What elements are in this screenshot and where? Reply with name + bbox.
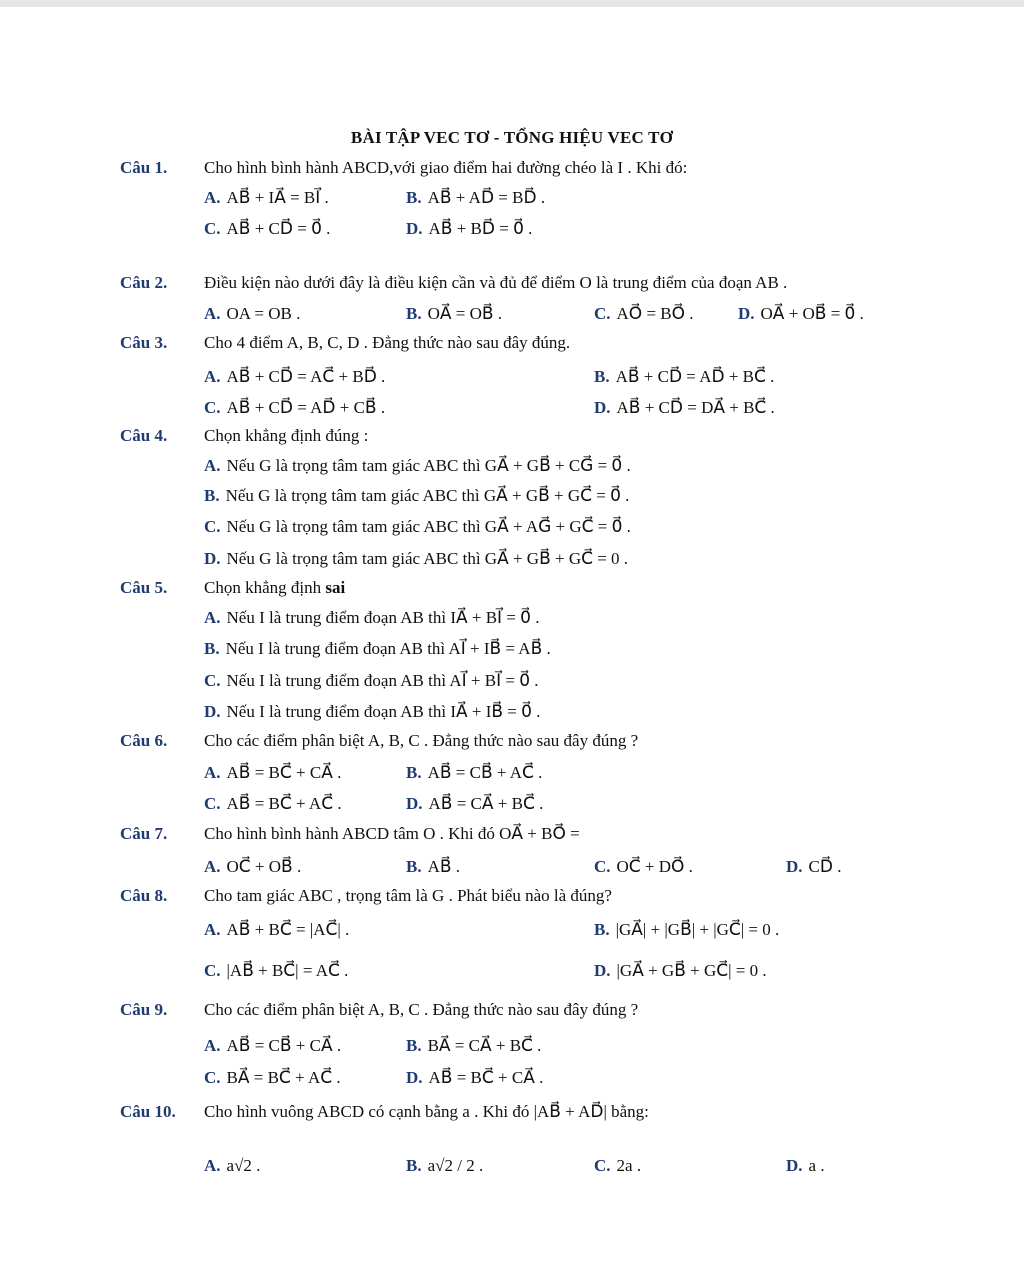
question-text: Cho các điểm phân biệt A, B, C . Đẳng thức nào sau đây đúng ? bbox=[204, 731, 639, 750]
option-c[interactable] bbox=[594, 303, 694, 325]
option-b[interactable] bbox=[406, 762, 542, 784]
option-text: OC⃗ + OB⃗ . bbox=[226, 857, 302, 876]
option-label: C. bbox=[204, 1068, 221, 1087]
option-b[interactable] bbox=[204, 485, 629, 507]
option-label: C. bbox=[204, 671, 221, 690]
option-text: Nếu I là trung điểm đoạn AB thì AI⃗ + BI⃗ = 0⃗ . bbox=[226, 671, 539, 690]
option-text: BA⃗ = BC⃗ + AC⃗ . bbox=[226, 1068, 341, 1087]
option-text: AB⃗ = BC⃗ + CA⃗ . bbox=[226, 763, 342, 782]
option-label: A. bbox=[204, 763, 221, 782]
option-label: A. bbox=[204, 1156, 221, 1175]
option-label: B. bbox=[594, 920, 610, 939]
option-label: B. bbox=[204, 639, 220, 658]
option-d[interactable] bbox=[786, 1155, 825, 1177]
option-b[interactable] bbox=[406, 1035, 541, 1057]
option-label: B. bbox=[406, 857, 422, 876]
option-text: a . bbox=[808, 1156, 825, 1175]
option-a[interactable] bbox=[204, 762, 341, 784]
page-title: BÀI TẬP VEC TƠ - TỔNG HIỆU VEC TƠ bbox=[350, 128, 674, 147]
option-c[interactable] bbox=[594, 1155, 641, 1177]
option-d[interactable] bbox=[406, 218, 532, 240]
question-text: Chọn khẳng định bbox=[204, 578, 322, 597]
question-text-emphasis: sai bbox=[325, 578, 346, 597]
option-a[interactable] bbox=[204, 1035, 341, 1057]
option-b[interactable] bbox=[406, 1155, 483, 1177]
option-c[interactable] bbox=[594, 856, 693, 878]
option-text: AB⃗ + BD⃗ = 0⃗ . bbox=[428, 219, 533, 238]
option-text: a√2 / 2 . bbox=[427, 1156, 484, 1175]
question-number: Câu 6. bbox=[120, 731, 168, 750]
question-number: Câu 8. bbox=[120, 886, 168, 905]
option-text: AB⃗ + CD⃗ = AD⃗ + CB⃗ . bbox=[226, 398, 386, 417]
question-text-wrap bbox=[204, 577, 345, 599]
option-text: AB⃗ . bbox=[427, 857, 461, 876]
option-text: OC⃗ + DO⃗ . bbox=[616, 857, 693, 876]
option-label: D. bbox=[204, 702, 221, 721]
question-number: Câu 7. bbox=[120, 824, 168, 843]
option-label: B. bbox=[406, 1156, 422, 1175]
option-label: A. bbox=[204, 367, 221, 386]
option-text: Nếu I là trung điểm đoạn AB thì IA⃗ + IB⃗ = 0⃗ . bbox=[226, 702, 541, 721]
option-b[interactable] bbox=[594, 366, 774, 388]
option-label: D. bbox=[406, 794, 423, 813]
option-label: A. bbox=[204, 456, 221, 475]
option-label: B. bbox=[406, 1036, 422, 1055]
question-text: Cho 4 điểm A, B, C, D . Đẳng thức nào sau đây đúng. bbox=[204, 333, 571, 352]
option-label: D. bbox=[786, 1156, 803, 1175]
option-text: Nếu I là trung điểm đoạn AB thì IA⃗ + BI⃗ = 0⃗ . bbox=[226, 608, 540, 627]
option-label: B. bbox=[406, 763, 422, 782]
option-label: C. bbox=[594, 304, 611, 323]
option-text: AB⃗ + CD⃗ = AC⃗ + BD⃗ . bbox=[226, 367, 386, 386]
option-text: Nếu G là trọng tâm tam giác ABC thì GA⃗ + GB⃗ + GC⃗ = 0 . bbox=[226, 549, 629, 568]
option-text: |GA⃗ + GB⃗ + GC⃗| = 0 . bbox=[616, 961, 767, 980]
option-text: AB⃗ + BC⃗ = |AC⃗| . bbox=[226, 920, 350, 939]
option-label: D. bbox=[738, 304, 755, 323]
option-d[interactable] bbox=[406, 1067, 543, 1089]
question-text: Chọn khẳng định đúng : bbox=[204, 426, 369, 445]
option-text: AB⃗ = CB⃗ + AC⃗ . bbox=[427, 763, 543, 782]
option-d[interactable] bbox=[594, 960, 767, 982]
option-text: BA⃗ = CA⃗ + BC⃗ . bbox=[427, 1036, 542, 1055]
option-c[interactable] bbox=[204, 397, 385, 419]
option-b[interactable] bbox=[594, 919, 779, 941]
option-label: C. bbox=[204, 398, 221, 417]
option-text: |AB⃗ + BC⃗| = AC⃗ . bbox=[226, 961, 349, 980]
option-label: D. bbox=[786, 857, 803, 876]
option-label: A. bbox=[204, 857, 221, 876]
option-label: C. bbox=[204, 794, 221, 813]
option-label: D. bbox=[406, 1068, 423, 1087]
option-d[interactable] bbox=[204, 548, 628, 570]
question-text: Điều kiện nào dưới đây là điều kiện cần và đủ để điểm O là trung điểm của đoạn AB . bbox=[204, 273, 788, 292]
question-text: Cho tam giác ABC , trọng tâm là G . Phát biểu nào là đúng? bbox=[204, 886, 612, 905]
question-number: Câu 10. bbox=[120, 1102, 176, 1121]
option-label: D. bbox=[406, 219, 423, 238]
option-text: AO⃗ = BO⃗ . bbox=[616, 304, 694, 323]
question-number: Câu 4. bbox=[120, 426, 168, 445]
option-text: CD⃗ . bbox=[808, 857, 842, 876]
option-text: OA = OB . bbox=[226, 304, 301, 323]
question-text: Cho hình vuông ABCD có cạnh bằng a . Khi đó |AB⃗ + AD⃗| bằng: bbox=[204, 1102, 649, 1121]
option-text: AB⃗ = BC⃗ + CA⃗ . bbox=[428, 1068, 544, 1087]
option-c[interactable] bbox=[204, 218, 330, 240]
option-a[interactable] bbox=[204, 187, 329, 209]
option-a[interactable] bbox=[204, 607, 539, 629]
option-text: AB⃗ + CD⃗ = 0⃗ . bbox=[226, 219, 331, 238]
question-number: Câu 2. bbox=[120, 273, 168, 292]
option-label: C. bbox=[204, 219, 221, 238]
option-text: AB⃗ = BC⃗ + AC⃗ . bbox=[226, 794, 342, 813]
option-b[interactable] bbox=[406, 303, 502, 325]
option-label: B. bbox=[406, 188, 422, 207]
option-c[interactable] bbox=[204, 516, 631, 538]
option-label: A. bbox=[204, 1036, 221, 1055]
option-text: OA⃗ = OB⃗ . bbox=[427, 304, 503, 323]
option-c[interactable] bbox=[204, 1067, 341, 1089]
option-text: 2a . bbox=[616, 1156, 642, 1175]
option-text: Nếu G là trọng tâm tam giác ABC thì GA⃗ + AG⃗ + GC⃗ = 0⃗ . bbox=[226, 517, 631, 536]
option-text: AB⃗ + CD⃗ = AD⃗ + BC⃗ . bbox=[615, 367, 775, 386]
question-number: Câu 5. bbox=[120, 578, 168, 597]
option-d[interactable] bbox=[594, 397, 775, 419]
option-label: D. bbox=[204, 549, 221, 568]
question-number: Câu 1. bbox=[120, 158, 168, 177]
option-d[interactable] bbox=[786, 856, 841, 878]
option-label: D. bbox=[594, 398, 611, 417]
question-number: Câu 3. bbox=[120, 333, 168, 352]
option-c[interactable] bbox=[204, 960, 348, 982]
option-label: B. bbox=[406, 304, 422, 323]
option-text: Nếu I là trung điểm đoạn AB thì AI⃗ + IB⃗ = AB⃗ . bbox=[225, 639, 551, 658]
option-label: A. bbox=[204, 304, 221, 323]
option-d[interactable] bbox=[204, 701, 540, 723]
option-b[interactable] bbox=[406, 187, 545, 209]
option-label: B. bbox=[594, 367, 610, 386]
option-text: OA⃗ + OB⃗ = 0⃗ . bbox=[760, 304, 864, 323]
option-b[interactable] bbox=[406, 856, 460, 878]
question-text: Cho hình bình hành ABCD,với giao điểm hai đường chéo là I . Khi đó: bbox=[204, 158, 688, 177]
option-text: Nếu G là trọng tâm tam giác ABC thì GA⃗ + GB⃗ + GC⃗ = 0⃗ . bbox=[225, 486, 630, 505]
option-text: |GA⃗| + |GB⃗| + |GC⃗| = 0 . bbox=[615, 920, 780, 939]
option-b[interactable] bbox=[204, 638, 551, 660]
option-c[interactable] bbox=[204, 670, 539, 692]
question-text: Cho hình bình hành ABCD tâm O . Khi đó OA⃗ + BO⃗ = bbox=[204, 824, 580, 843]
option-label: A. bbox=[204, 920, 221, 939]
option-label: B. bbox=[204, 486, 220, 505]
option-d[interactable] bbox=[406, 793, 543, 815]
option-label: C. bbox=[204, 961, 221, 980]
option-text: a√2 . bbox=[226, 1156, 261, 1175]
option-c[interactable] bbox=[204, 793, 342, 815]
option-text: AB⃗ + AD⃗ = BD⃗ . bbox=[427, 188, 546, 207]
option-label: A. bbox=[204, 188, 221, 207]
option-text: AB⃗ = CA⃗ + BC⃗ . bbox=[428, 794, 544, 813]
option-text: AB⃗ = CB⃗ + CA⃗ . bbox=[226, 1036, 342, 1055]
option-a[interactable] bbox=[204, 366, 385, 388]
option-a[interactable] bbox=[204, 1155, 260, 1177]
option-a[interactable] bbox=[204, 455, 631, 477]
option-label: A. bbox=[204, 608, 221, 627]
option-text: AB⃗ + CD⃗ = DA⃗ + BC⃗ . bbox=[616, 398, 775, 417]
option-label: C. bbox=[594, 857, 611, 876]
option-text: AB⃗ + IA⃗ = BI⃗ . bbox=[226, 188, 329, 207]
option-text: Nếu G là trọng tâm tam giác ABC thì GA⃗ + GB⃗ + CG⃗ = 0⃗ . bbox=[226, 456, 631, 475]
option-a[interactable] bbox=[204, 919, 349, 941]
option-a[interactable] bbox=[204, 856, 301, 878]
option-d[interactable] bbox=[738, 303, 864, 325]
option-label: C. bbox=[594, 1156, 611, 1175]
question-text: Cho các điểm phân biệt A, B, C . Đẳng thức nào sau đây đúng ? bbox=[204, 1000, 639, 1019]
option-a[interactable] bbox=[204, 303, 300, 325]
option-label: C. bbox=[204, 517, 221, 536]
option-label: D. bbox=[594, 961, 611, 980]
question-number: Câu 9. bbox=[120, 1000, 168, 1019]
